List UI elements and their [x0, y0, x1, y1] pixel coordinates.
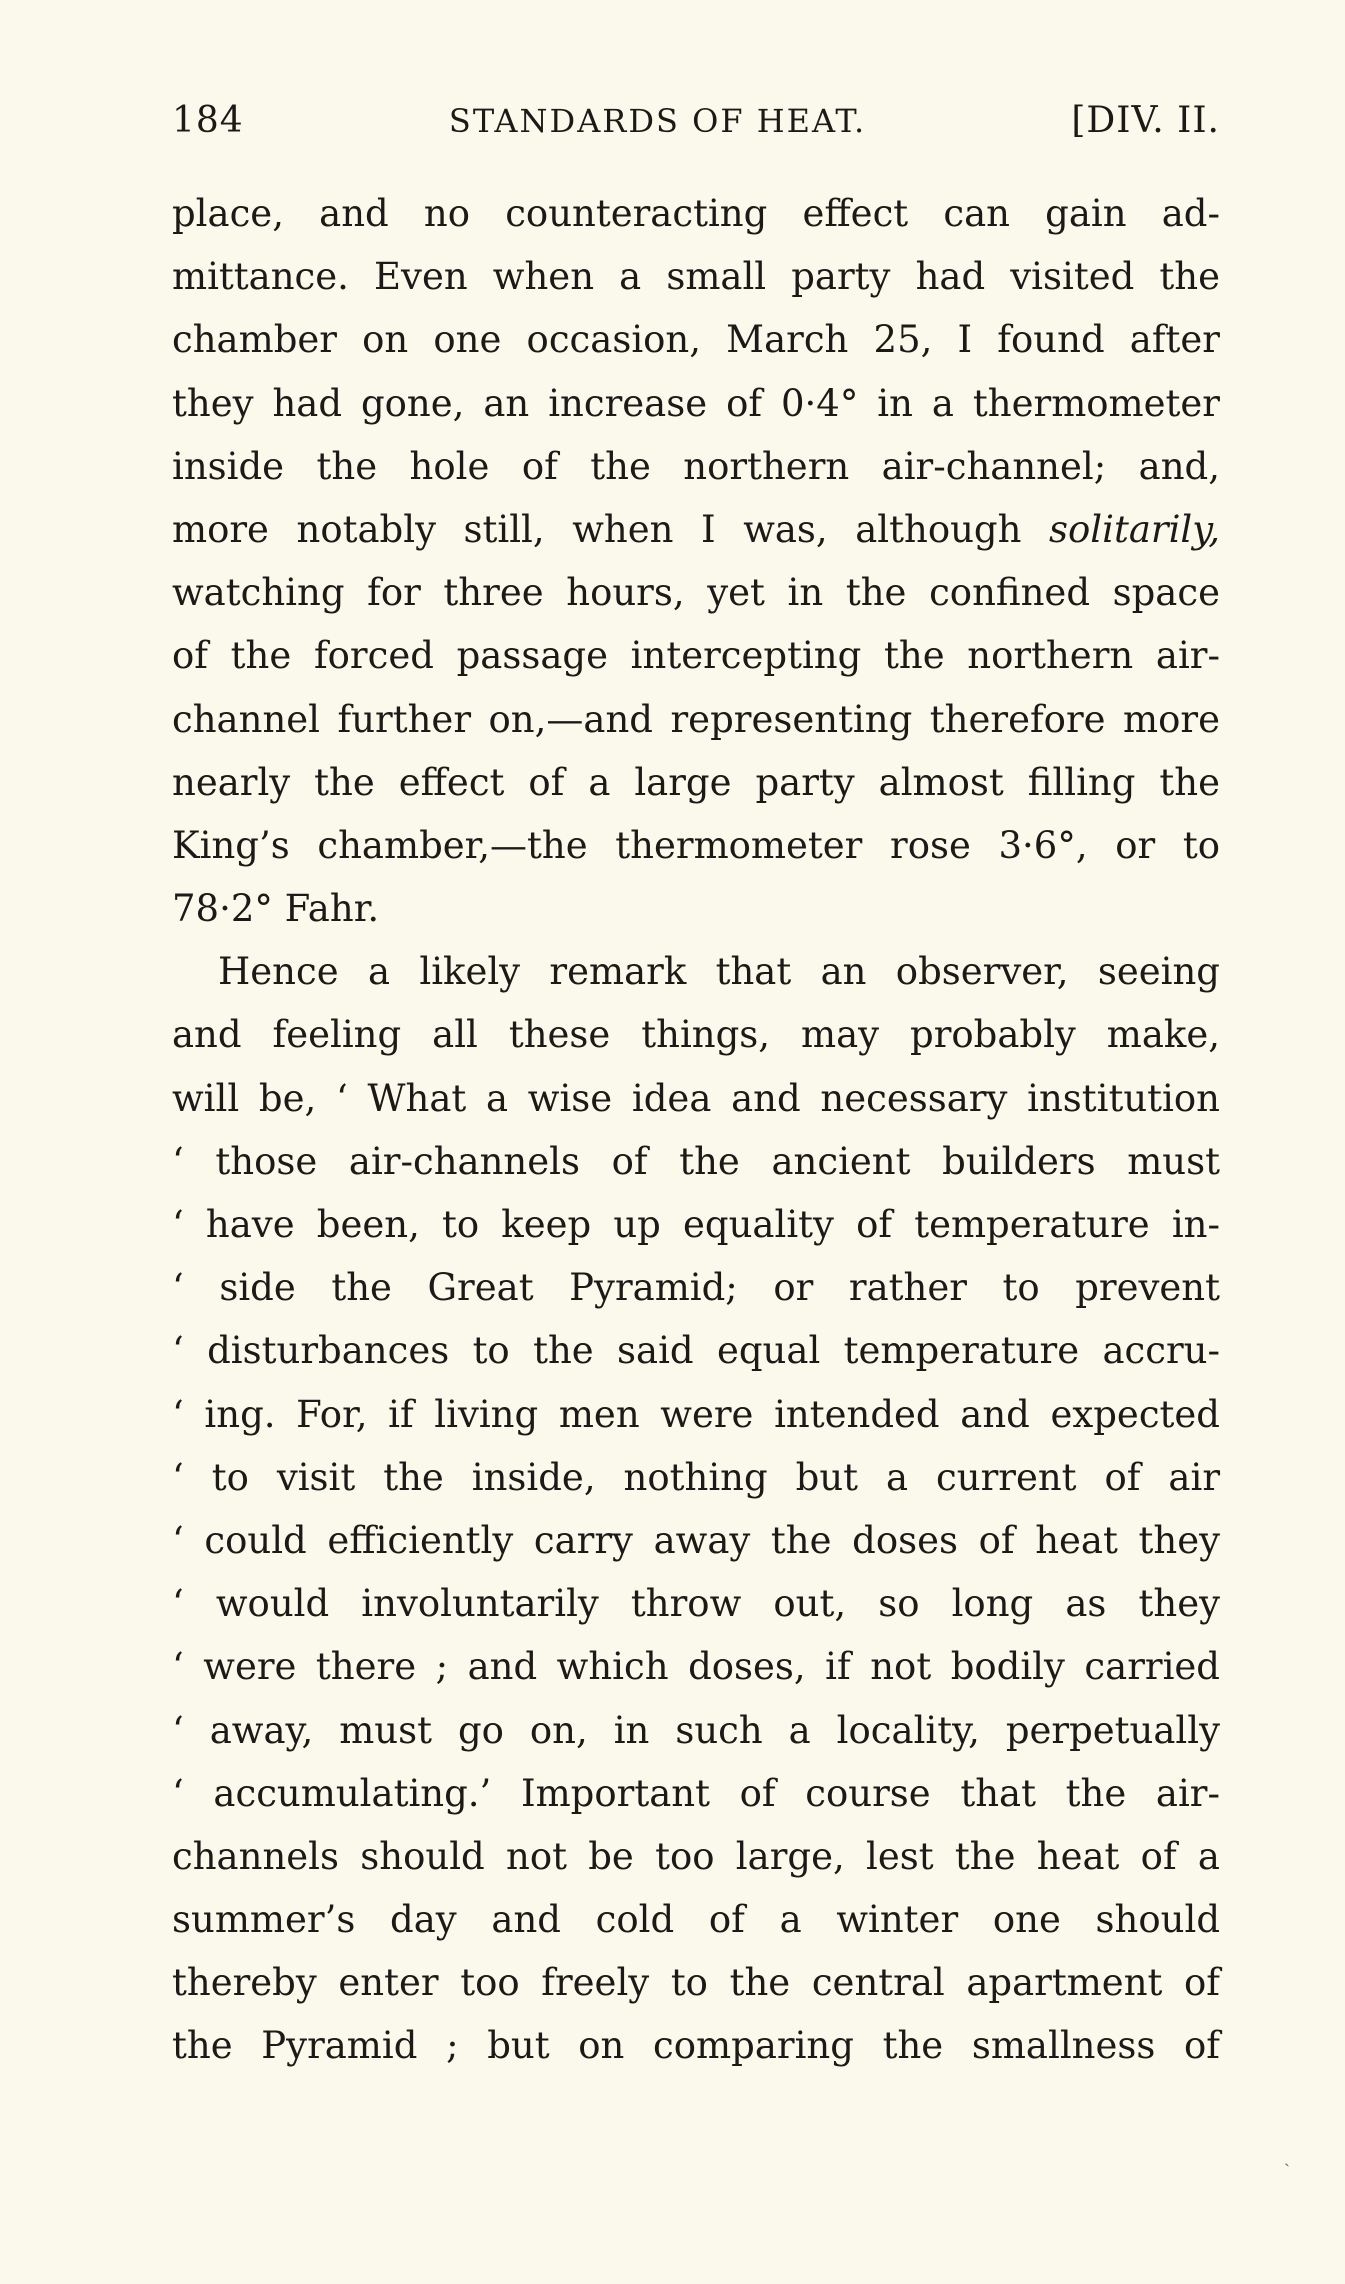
quoted-line: ‘ accumulating.’ Important of course that the air- — [172, 1771, 1220, 1815]
text-line: watching for three hours, yet in the confined space — [172, 571, 1220, 615]
text-line: thereby enter too freely to the central apartment of — [172, 1961, 1220, 2005]
italic-word: solitarily, — [1049, 507, 1220, 551]
body-text — [172, 182, 1220, 2078]
text-line: they had gone, an increase of 0·4° in a thermometer — [172, 381, 1220, 425]
quoted-line: ‘ those air-channels of the ancient builders must — [172, 1139, 1220, 1183]
quoted-line: ‘ were there ; and which doses, if not bodily carried — [172, 1645, 1220, 1689]
text-line: of the forced passage intercepting the northern air- — [172, 634, 1220, 678]
text-line: nearly the effect of a large party almost filling the — [172, 760, 1220, 804]
division-label: [DIV. II. — [1071, 100, 1220, 141]
text-line: summer’s day and cold of a winter one should — [172, 1898, 1220, 1942]
paragraph-first-line: Hence a likely remark that an observer, seeing — [218, 950, 1220, 994]
quoted-line: ‘ to visit the inside, nothing but a current of air — [172, 1455, 1220, 1499]
text-line: place, and no counteracting effect can gain ad- — [172, 192, 1220, 235]
text-line: the Pyramid ; but on comparing the smallness of — [172, 2024, 1220, 2068]
text-line: will be, ‘ What a wise idea and necessary institution — [172, 1076, 1220, 1120]
text-run: more notably still, when I was, although — [172, 507, 1050, 551]
quoted-line: ‘ would involuntarily throw out, so long as they — [172, 1582, 1220, 1626]
stray-print-mark: ˴ — [1284, 2152, 1290, 2173]
quoted-line: ‘ side the Great Pyramid; or rather to prevent — [172, 1266, 1220, 1310]
quoted-line: ‘ have been, to keep up equality of temperature in- — [172, 1203, 1220, 1246]
text-line: chamber on one occasion, March 25, I found after — [172, 318, 1220, 362]
text-line: King’s chamber,—the thermometer rose 3·6°, or to — [172, 823, 1220, 867]
running-title: STANDARDS OF HEAT. — [448, 102, 867, 140]
text-line — [172, 498, 1220, 561]
text-line: channel further on,—and representing therefore more — [172, 697, 1220, 741]
text-line: and feeling all these things, may probably make, — [172, 1013, 1220, 1057]
quoted-line: ‘ ing. For, if living men were intended and expected — [172, 1392, 1220, 1436]
text-line: channels should not be too large, lest the heat of a — [172, 1834, 1220, 1878]
running-head — [172, 100, 1220, 160]
text-line: 78·2° Fahr. — [172, 887, 380, 931]
quoted-line: ‘ away, must go on, in such a locality, perpetually — [172, 1708, 1220, 1752]
page-number: 184 — [172, 100, 244, 141]
text-line: inside the hole of the northern air-channel; and, — [172, 444, 1220, 488]
quoted-line: ‘ could efficiently carry away the doses of heat they — [172, 1518, 1220, 1562]
text-line: mittance. Even when a small party had visited the — [172, 255, 1220, 299]
quoted-line: ‘ disturbances to the said equal temperature accru- — [172, 1329, 1220, 1373]
